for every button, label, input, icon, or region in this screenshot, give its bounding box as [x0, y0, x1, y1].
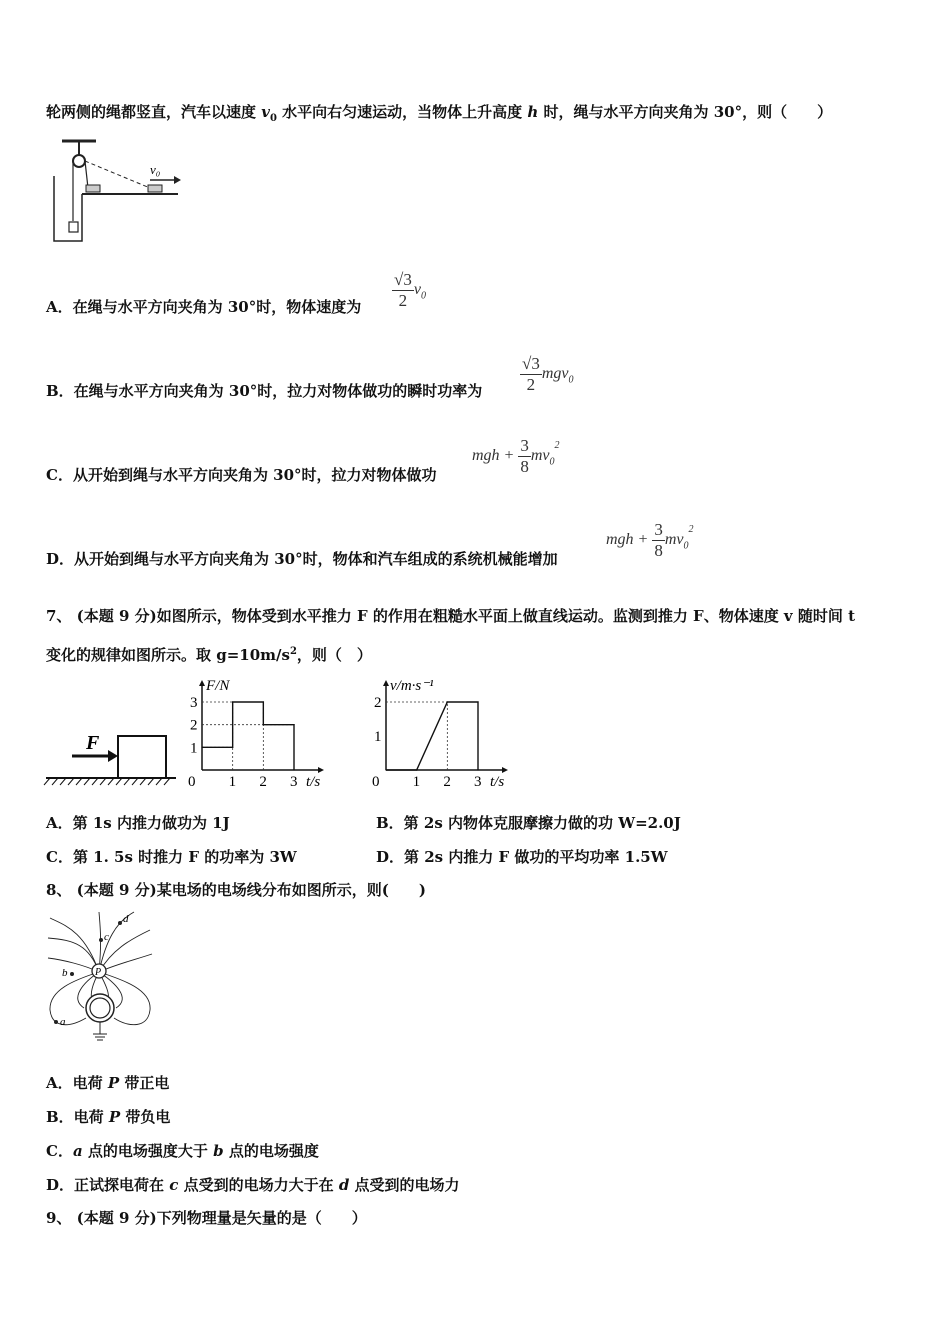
series-F-point: [201, 747, 202, 748]
point-c: [99, 938, 103, 942]
y-tick-label-3: 3: [190, 695, 198, 711]
q7-stem-line2: 变化的规律如图所示。取 $g=10m/s^2$，则（ ）: [46, 646, 372, 664]
q6-option-b-formula: $\frac{√3}{2}$ mgv$_0$: [522, 354, 574, 394]
frac-num: 3: [654, 520, 663, 539]
series-F-point: [293, 769, 294, 770]
q6-option-c-formula: mgh + $\frac{3}{8}$ $mv_0^2$: [472, 436, 560, 476]
q8-option-d[interactable]: D．正试探电荷在 c 点受到的电场力大于在 d 点受到的电场力: [46, 1176, 460, 1194]
force-time-chart: [186, 672, 346, 790]
q6-option-d-formula: mgh + $\frac{3}{8}$ $mv_0^2$: [606, 520, 694, 560]
q8-option-c[interactable]: C．a 点的电场强度大于 b 点的电场强度: [46, 1142, 319, 1160]
point-b: [70, 972, 74, 976]
series-F-line: [202, 702, 294, 770]
x-tick-label-1: 1: [412, 774, 421, 790]
q6-option-c[interactable]: C．从开始到绳与水平方向夹角为 30°时，拉力对物体做功: [46, 466, 437, 484]
frac-den: 8: [654, 541, 663, 560]
velocity-label: v₀: [150, 162, 161, 177]
q6-option-a-formula: $\frac{√3}{2}$ $v_0$: [394, 270, 426, 310]
series-F-point: [293, 724, 294, 725]
hanging-block: [69, 222, 78, 232]
series-v-point: [385, 769, 386, 770]
point-a-label: a: [60, 1016, 66, 1028]
frac-den: 2: [526, 375, 536, 394]
ground-hatch: [44, 778, 170, 785]
y-tick-label-1: 1: [190, 740, 198, 757]
frac-num: √3: [522, 354, 540, 373]
x-axis-arrow: [318, 767, 324, 773]
series-v-point: [477, 769, 478, 770]
x-tick-label-3: 3: [290, 774, 298, 790]
electric-field-figure: [44, 910, 154, 1045]
q6-option-a[interactable]: A．在绳与水平方向夹角为 30°时，物体速度为: [46, 298, 362, 316]
frac-num: √3: [394, 270, 412, 289]
q6-option-b[interactable]: B．在绳与水平方向夹角为 30°时，拉力对物体做功的瞬时功率为: [46, 382, 483, 400]
y-axis-arrow: [383, 680, 389, 686]
point-d-label: d: [123, 913, 129, 925]
q8-stem: 8、 (本题 9 分)某电场的电场线分布如图所示，则( ): [46, 881, 426, 899]
series-F-point: [232, 747, 233, 748]
rope-to-car-b: [85, 161, 150, 188]
q8-option-b[interactable]: B．电荷 P 带负电: [46, 1108, 171, 1126]
pulley-wheel: [73, 155, 85, 167]
y-tick-label-1: 1: [374, 729, 382, 745]
q8-option-a[interactable]: A．电荷 P 带正电: [46, 1074, 170, 1092]
series-F-point: [263, 724, 264, 725]
q7-option-b[interactable]: B．第 2s 内物体克服摩擦力做的功 W=2.0J: [376, 814, 681, 832]
frac-den: 2: [398, 291, 408, 310]
q7-option-c[interactable]: C．第 1. 5s 时推力 F 的功率为 3W: [46, 848, 297, 866]
x-axis-label: t/s: [306, 774, 321, 790]
series-F-point: [232, 701, 233, 702]
block: [118, 736, 166, 778]
force-arrowhead: [108, 750, 118, 762]
rope-to-car-a: [85, 161, 88, 188]
point-b-label: b: [62, 967, 68, 979]
q6-stem-continuation: 轮两侧的绳都竖直，汽车以速度 $v_0$ 水平向右匀速运动，当物体上升高度 h 时，绳与水平方向夹角为 30°，则（ ）: [46, 103, 833, 124]
car-end: [148, 185, 162, 192]
point-a: [54, 1020, 58, 1024]
series-v-point: [447, 701, 448, 702]
frac-den: 8: [520, 457, 529, 476]
q9-stem: 9、 (本题 9 分)下列物理量是矢量的是（ ）: [46, 1209, 367, 1227]
q6-option-d[interactable]: D．从开始到绳与水平方向夹角为 30°时，物体和汽车组成的系统机械能增加: [46, 550, 558, 568]
q7-option-a[interactable]: A．第 1s 内推力做功为 1J: [46, 814, 230, 832]
charge-p-label: P: [95, 967, 102, 978]
q7-stem-line1: 7、 (本题 9 分)如图所示，物体受到水平推力 F 的作用在粗糙水平面上做直线运动。监测到推力 F、物体速度 v 随时间 t: [46, 607, 856, 625]
point-d: [118, 921, 122, 925]
x-tick-label-0: 0: [188, 774, 196, 790]
series-v-point: [416, 769, 417, 770]
ring-inner: [90, 998, 110, 1018]
series-v-line: [386, 702, 478, 770]
x-tick-label-1: 1: [228, 774, 237, 790]
y-axis-label: F/N: [206, 678, 230, 694]
point-c-label: c: [104, 931, 109, 943]
x-tick-label-2: 2: [443, 774, 451, 790]
velocity-time-chart: [370, 672, 530, 790]
series-F-point: [263, 701, 264, 702]
x-axis-arrow: [502, 767, 508, 773]
velocity-arrowhead: [174, 176, 181, 184]
q7-option-d[interactable]: D．第 2s 内推力 F 做功的平均功率 1.5W: [376, 848, 668, 866]
x-axis-label: t/s: [490, 774, 505, 790]
series-v-point: [477, 701, 478, 702]
y-axis-label: v/m·s⁻¹: [390, 678, 434, 694]
force-label: F: [86, 732, 100, 754]
car-start: [86, 185, 100, 192]
frac-num: 3: [520, 436, 529, 455]
block-push-figure: [44, 725, 184, 795]
x-tick-label-2: 2: [259, 774, 267, 790]
pulley-car-figure: [50, 136, 190, 246]
y-tick-label-2: 2: [374, 695, 382, 711]
y-tick-label-2: 2: [190, 717, 198, 734]
x-tick-label-3: 3: [474, 774, 482, 790]
x-tick-label-0: 0: [372, 774, 380, 790]
y-axis-arrow: [199, 680, 205, 686]
